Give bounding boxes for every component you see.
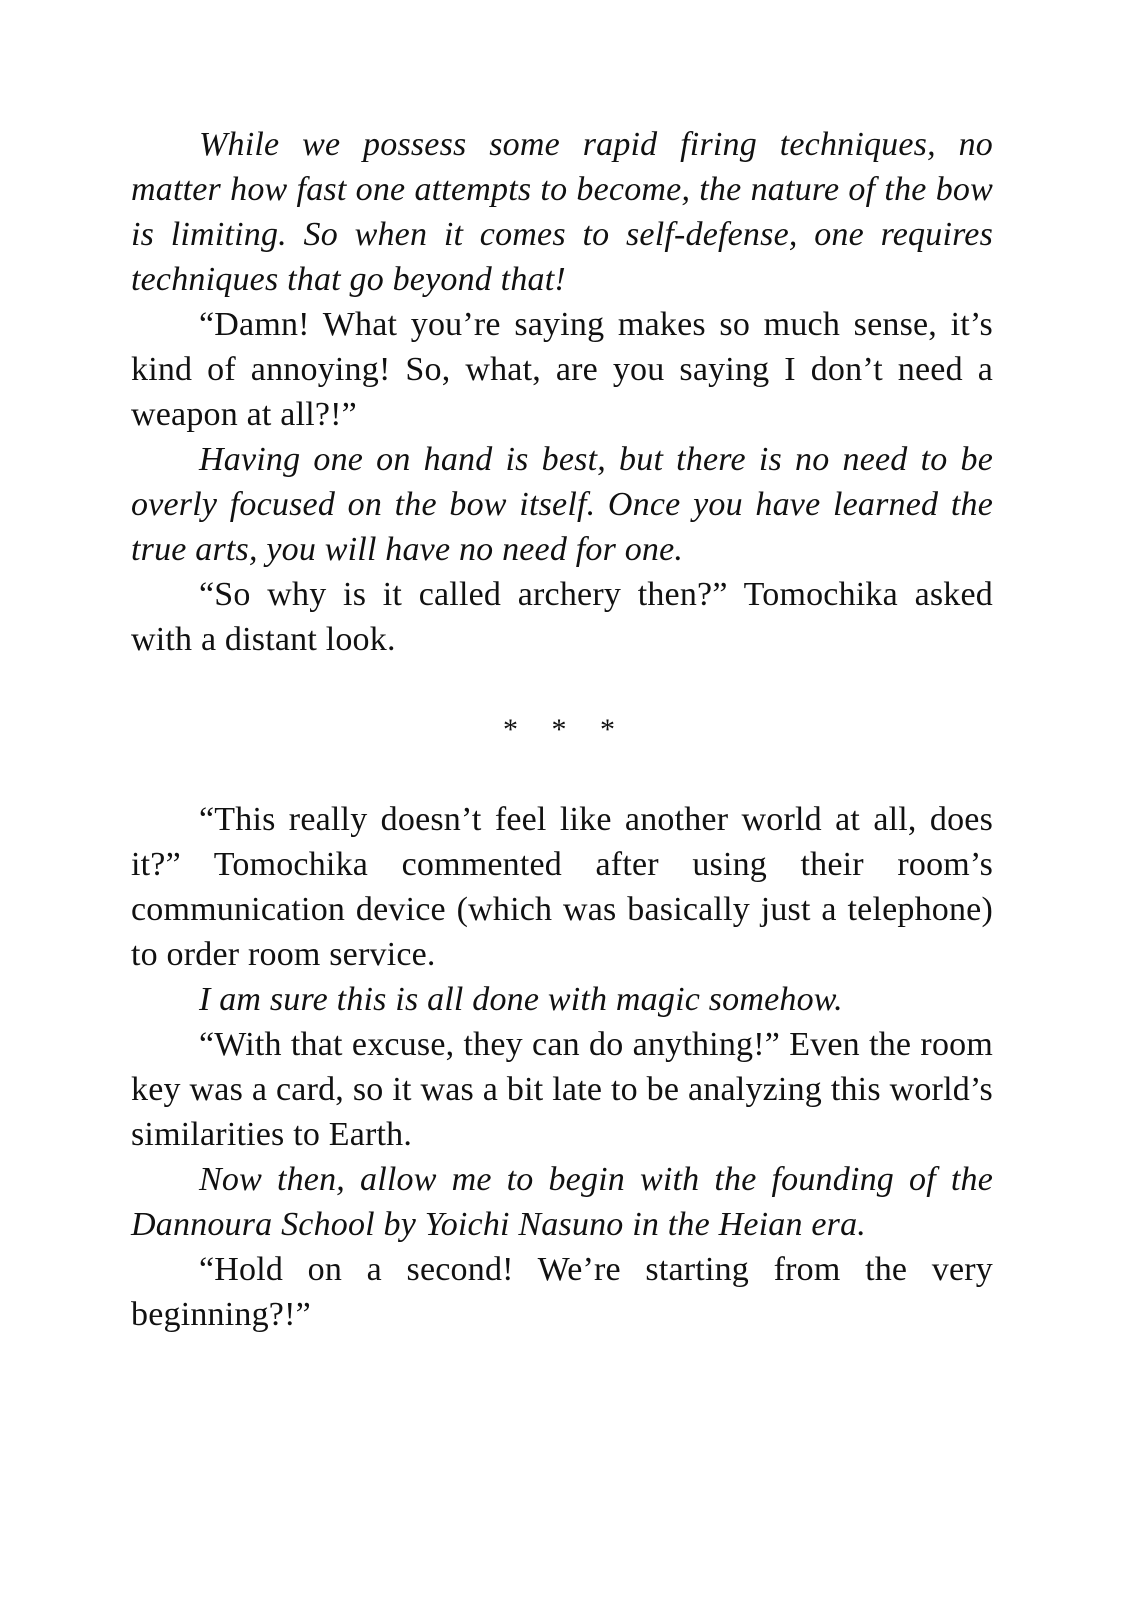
paragraph-dialogue: “With that excuse, they can do anything!” Even the room key was a card, so it was a bit late to be analyzing this world’s similarities to Earth. [131,1026,993,1153]
paragraph-narration: While we possess some rapid firing techniques, no matter how fast one attempts to become, the nature of the bow is limiting. So when it comes to self-defense, one requires techniques that go beyond that! [131,126,993,298]
paragraph-narration: Now then, allow me to begin with the founding of the Dannoura School by Yoichi Nasuno in the Heian era. [131,1161,993,1243]
text-block [131,122,993,1337]
paragraph-dialogue: “So why is it called archery then?” Tomochika asked with a distant look. [131,576,993,658]
paragraph-narration: Having one on hand is best, but there is no need to be overly focused on the bow itself. Once you have learned the true arts, you will have no need for one. [131,441,993,568]
paragraph-narration: I am sure this is all done with magic somehow. [199,981,843,1018]
paragraph-dialogue: “Damn! What you’re saying makes so much sense, it’s kind of annoying! So, what, are you saying I don’t need a weapon at all?!” [131,306,993,433]
paragraph-dialogue: “Hold on a second! We’re starting from the very beginning?!” [131,1251,993,1333]
paragraph-dialogue: “This really doesn’t feel like another world at all, does it?” Tomochika commented after using their room’s communication device (which was basically just a telephone) to order room service. [131,801,993,973]
scene-break: * * * [503,713,621,746]
